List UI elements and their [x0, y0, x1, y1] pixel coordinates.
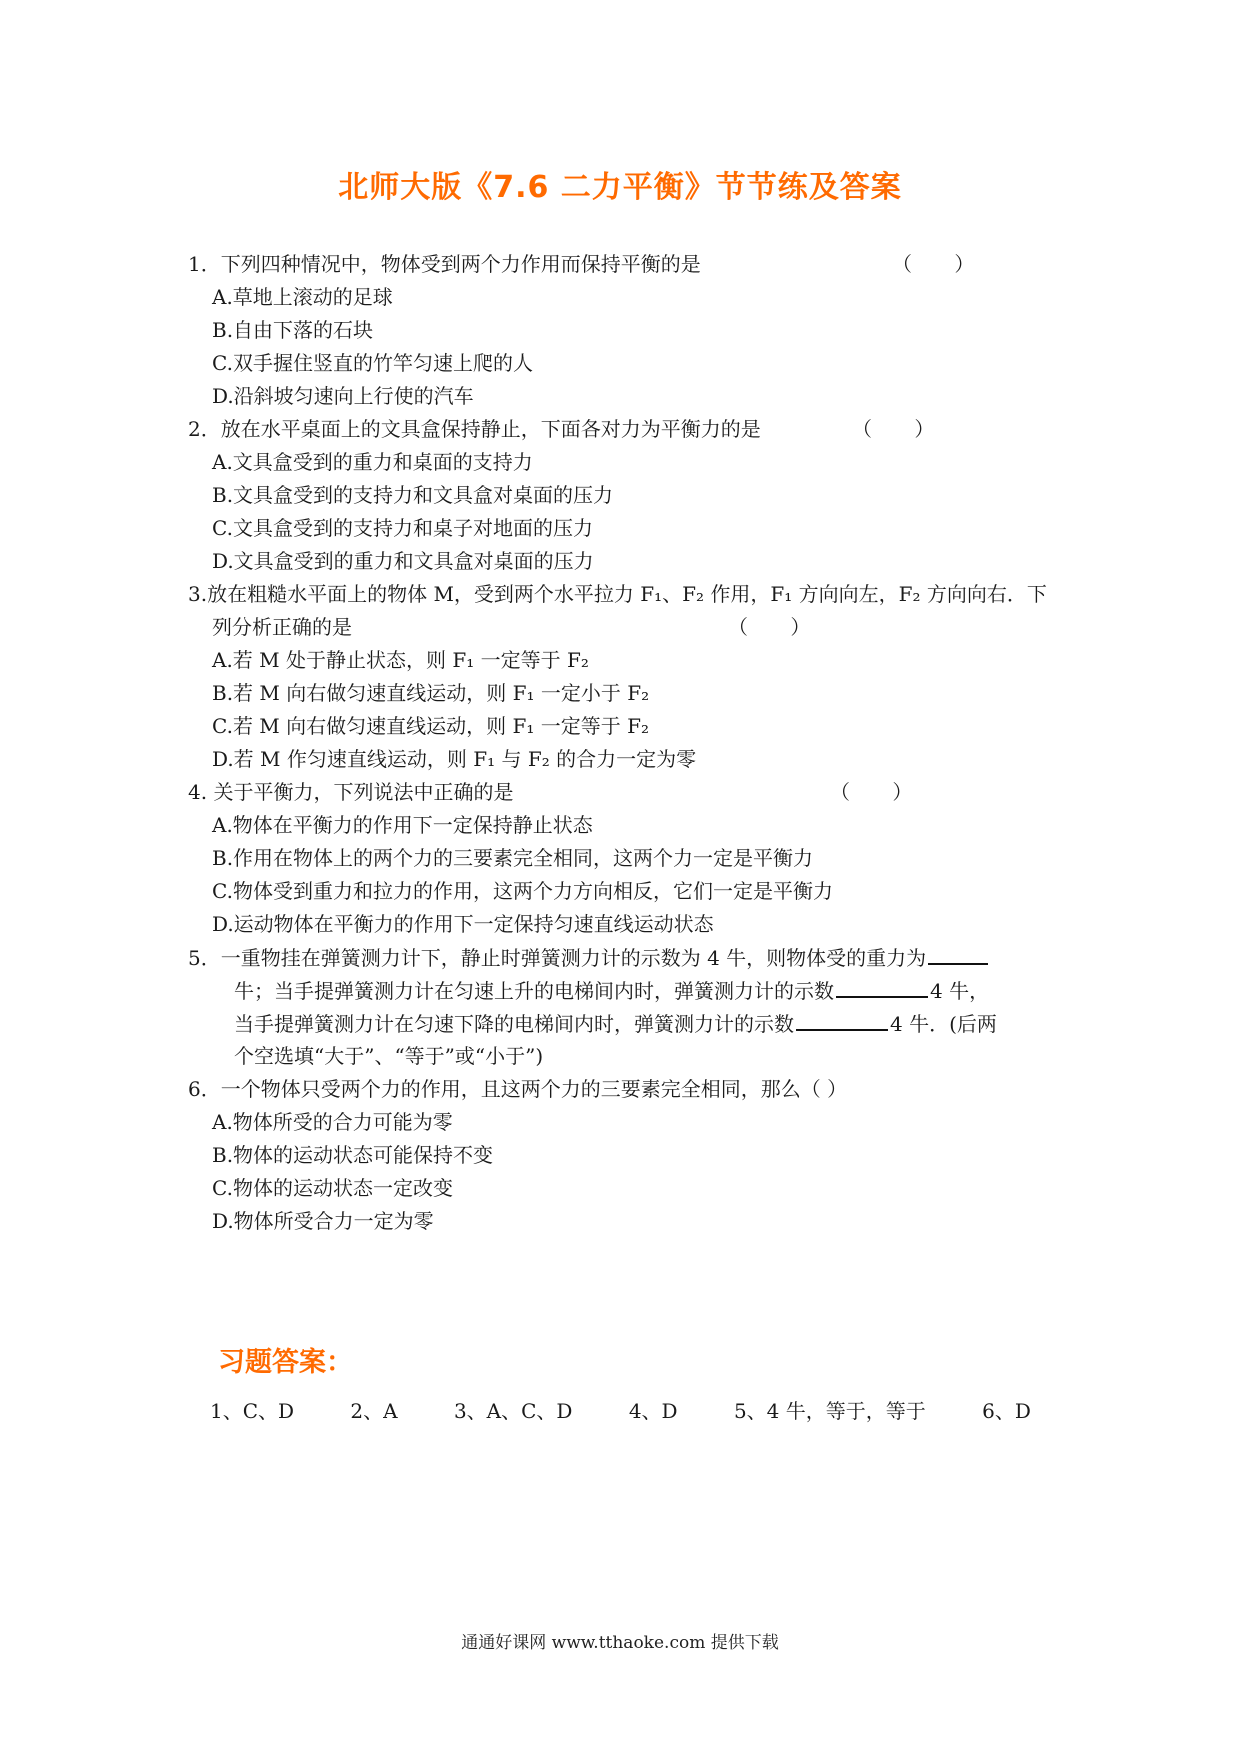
- answer-item: 5、4 牛，等于，等于: [733, 1399, 926, 1423]
- question-5-line-3: 当手提弹簧测力计在匀速下降的电梯间内时，弹簧测力计的示数 4 牛．(后两: [188, 1007, 1068, 1040]
- fill-blank: [796, 1007, 888, 1031]
- question-3-stem-cont: 列分析正确的是 （ ）: [188, 611, 1068, 644]
- option-a: A.若 M 处于静止状态，则 F₁ 一定等于 F₂: [212, 648, 589, 672]
- answers-heading: 习题答案：: [218, 1347, 353, 1378]
- question-6-stem: 6．一个物体只受两个力的作用，且这两个力的三要素完全相同，那么（ ）: [188, 1077, 848, 1101]
- answer-paren: （ ）: [852, 417, 953, 441]
- option-b: B.物体的运动状态可能保持不变: [212, 1143, 494, 1167]
- answer-paren: （ ）: [892, 252, 993, 276]
- answer-item: 4、D: [628, 1399, 678, 1423]
- option-d: D.运动物体在平衡力的作用下一定保持匀速直线运动状态: [212, 912, 714, 936]
- option-a: A.物体在平衡力的作用下一定保持静止状态: [212, 813, 593, 837]
- fill-blank: [836, 974, 928, 998]
- option-a: A.草地上滚动的足球: [212, 285, 393, 309]
- option-b: B.自由下落的石块: [212, 318, 374, 342]
- answer-item: 6、D: [982, 1399, 1031, 1423]
- question-1-stem: 1．下列四种情况中，物体受到两个力作用而保持平衡的是 （ ）: [188, 248, 1068, 281]
- fill-blank: [928, 941, 988, 965]
- question-5-line-4: 个空选填“大于”、“等于”或“小于”): [234, 1044, 544, 1068]
- option-b: B.文具盒受到的支持力和文具盒对桌面的压力: [212, 483, 614, 507]
- question-5-line-1: 5．一重物挂在弹簧测力计下，静止时弹簧测力计的示数为 4 牛，则物体受的重力为: [188, 941, 1068, 974]
- option-c: C.若 M 向右做匀速直线运动，则 F₁ 一定等于 F₂: [212, 714, 650, 738]
- option-b: B.若 M 向右做匀速直线运动，则 F₁ 一定小于 F₂: [212, 681, 650, 705]
- question-2-stem: 2．放在水平桌面上的文具盒保持静止，下面各对力为平衡力的是 （ ）: [188, 413, 1068, 446]
- answers-list: [210, 1395, 1081, 1424]
- answer-paren: （ ）: [830, 780, 931, 804]
- question-5-line-2: 牛；当手提弹簧测力计在匀速上升的电梯间内时，弹簧测力计的示数 4 牛，: [188, 974, 1068, 1007]
- page-footer: 通通好课网 www.tthaoke.com 提供下载: [461, 1633, 779, 1653]
- option-a: A.物体所受的合力可能为零: [212, 1110, 453, 1134]
- option-c: C.文具盒受到的支持力和桌子对地面的压力: [212, 516, 593, 540]
- option-d: D.物体所受合力一定为零: [212, 1209, 434, 1233]
- option-d: D.若 M 作匀速直线运动，则 F₁ 与 F₂ 的合力一定为零: [212, 747, 697, 771]
- question-list: [188, 248, 1068, 1238]
- question-4-stem: 4. 关于平衡力，下列说法中正确的是 （ ）: [188, 776, 1068, 809]
- option-a: A.文具盒受到的重力和桌面的支持力: [212, 450, 533, 474]
- option-c: C.物体受到重力和拉力的作用，这两个力方向相反，它们一定是平衡力: [212, 879, 833, 903]
- option-c: C.双手握住竖直的竹竿匀速上爬的人: [212, 351, 533, 375]
- option-d: D.沿斜坡匀速向上行使的汽车: [212, 384, 474, 408]
- answer-item: 2、A: [350, 1399, 398, 1423]
- option-b: B.作用在物体上的两个力的三要素完全相同，这两个力一定是平衡力: [212, 846, 814, 870]
- option-c: C.物体的运动状态一定改变: [212, 1176, 453, 1200]
- page-title: 北师大版《7.6 二力平衡》节节练及答案: [338, 170, 902, 205]
- option-d: D.文具盒受到的重力和文具盒对桌面的压力: [212, 549, 594, 573]
- answer-item: 3、A、C、D: [453, 1399, 573, 1423]
- answer-item: 1、C、D: [210, 1399, 295, 1423]
- answer-paren: （ ）: [728, 615, 829, 639]
- question-3-stem: 3.放在粗糙水平面上的物体 M，受到两个水平拉力 F₁、F₂ 作用，F₁ 方向向左，F₂ 方向向右．下: [188, 582, 1047, 606]
